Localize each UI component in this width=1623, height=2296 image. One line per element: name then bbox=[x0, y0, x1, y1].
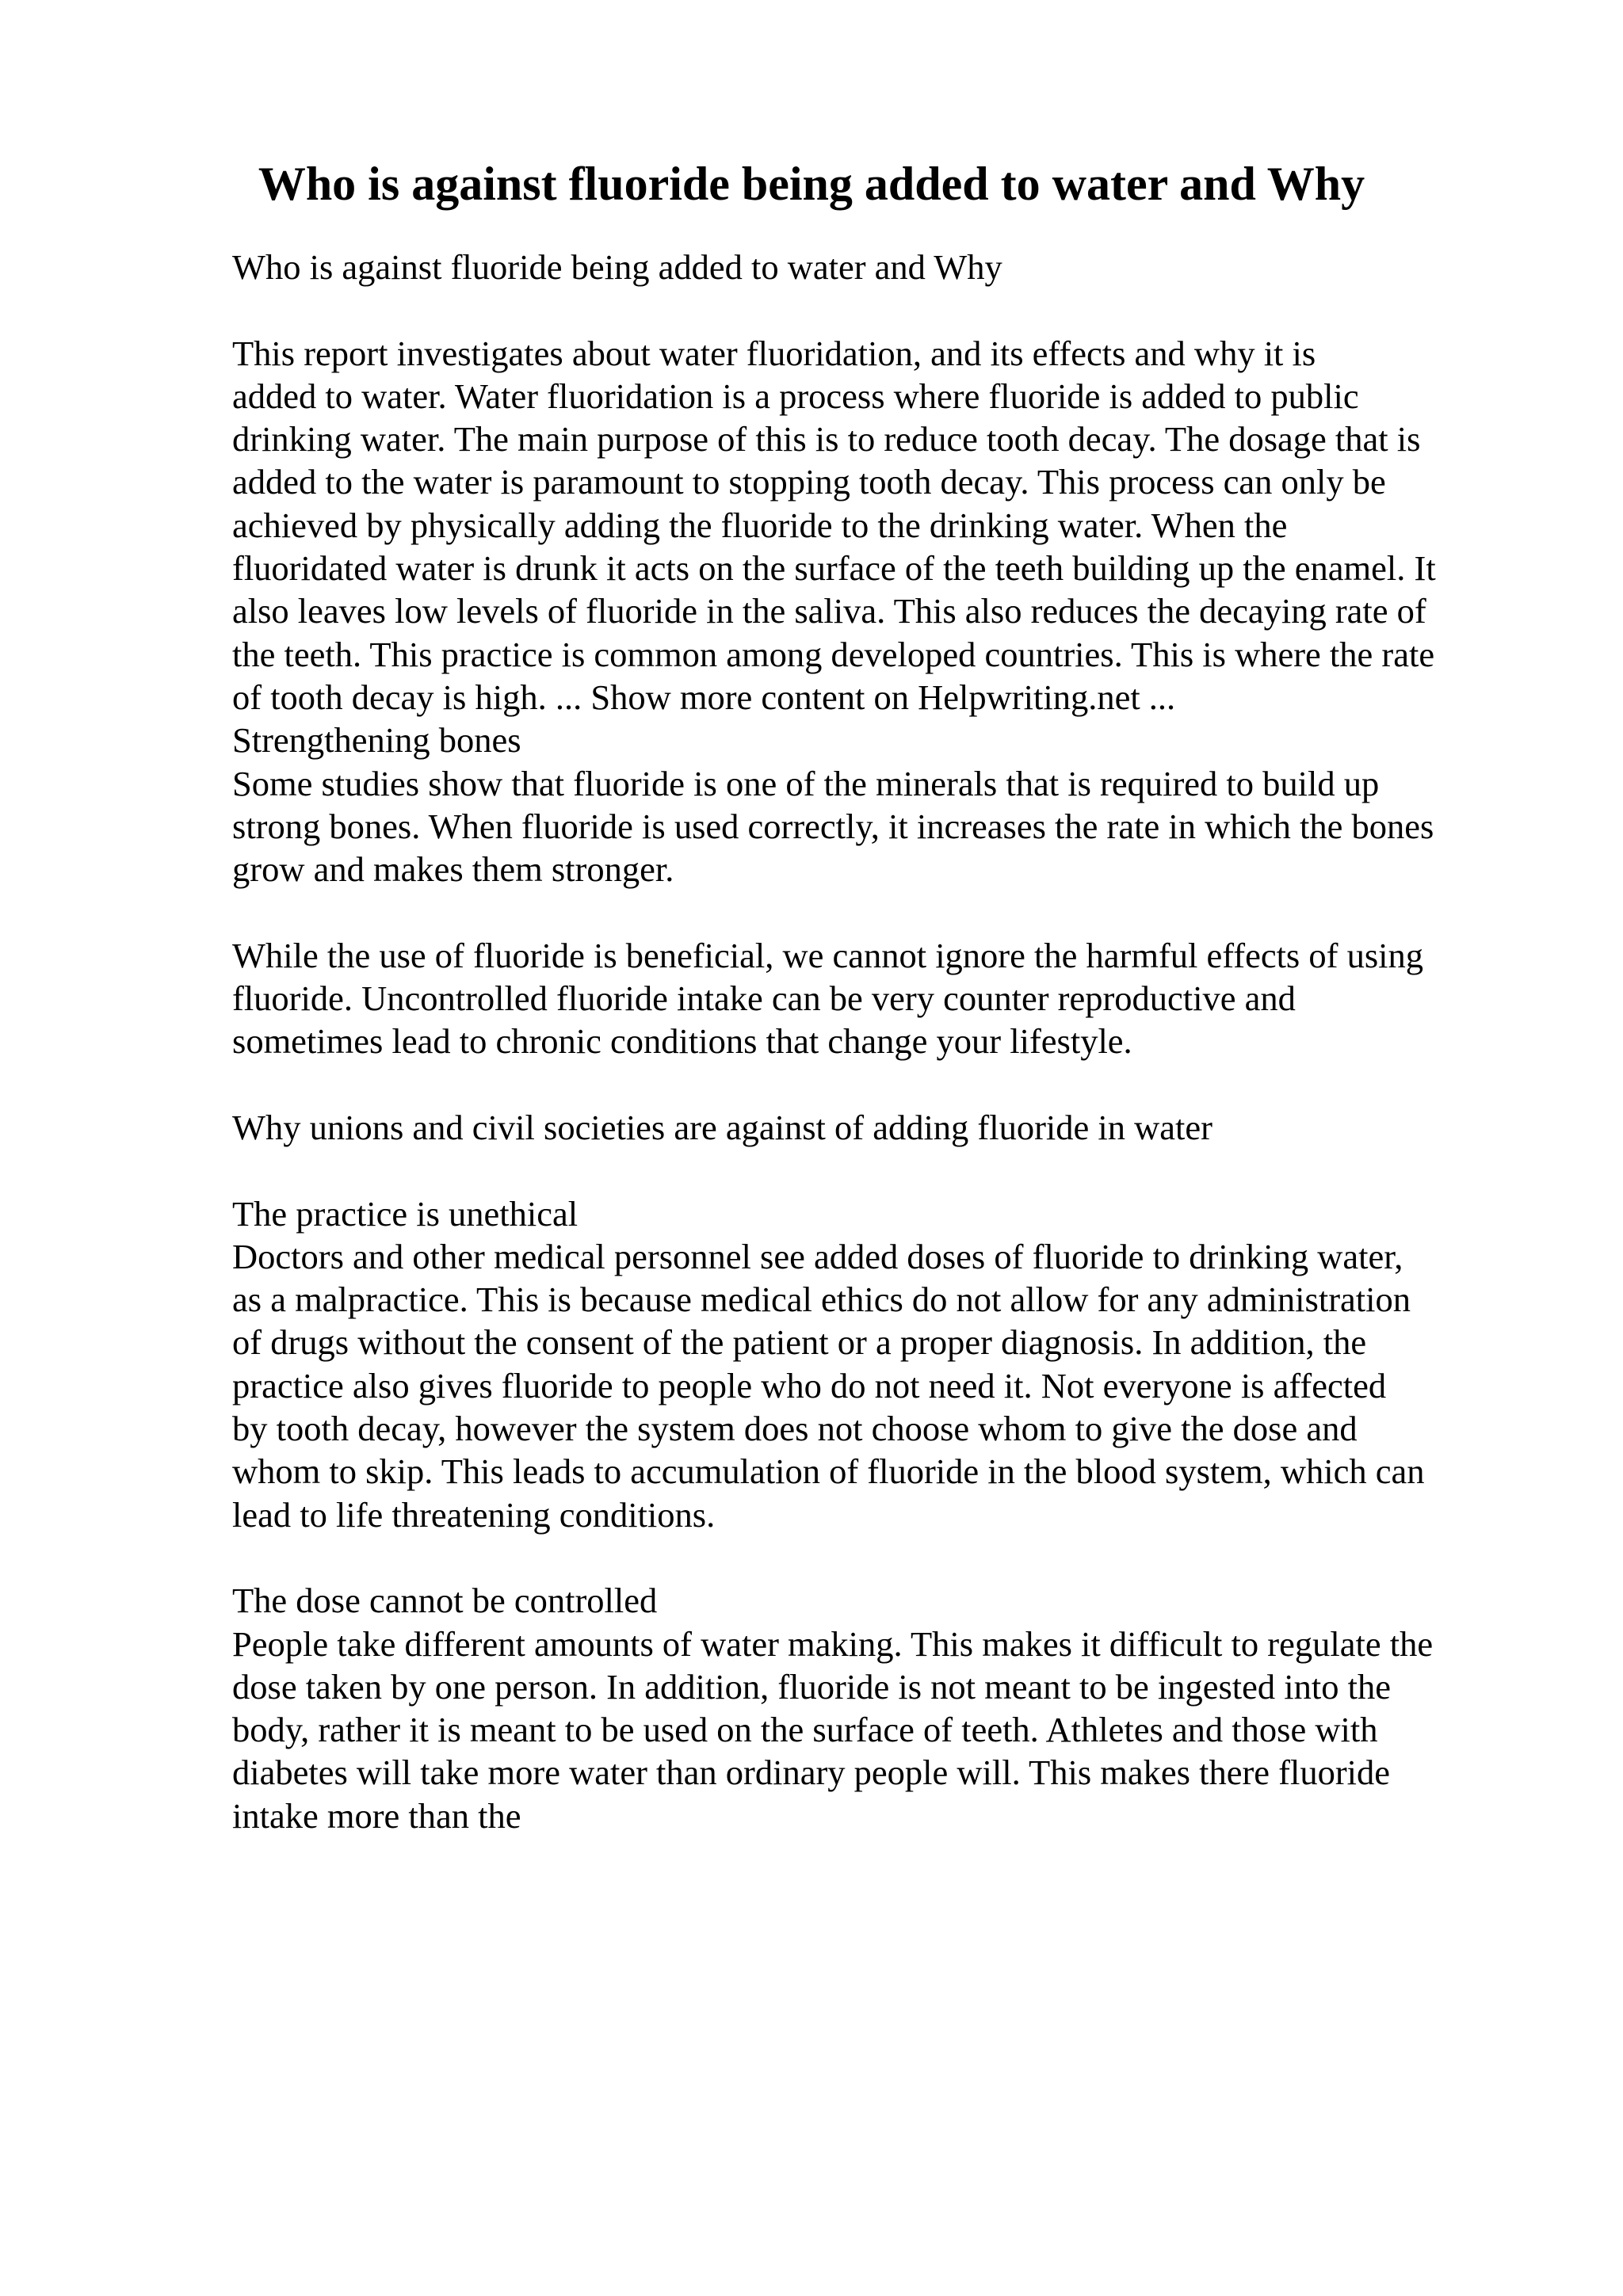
paragraph-gap bbox=[232, 1149, 1532, 1192]
text-line: achieved by physically adding the fluoride to the drinking water. When the bbox=[232, 505, 1288, 545]
text-line: diabetes will take more water than ordinary people will. This makes there fluoride bbox=[232, 1753, 1391, 1793]
text-line: the teeth. This practice is common among developed countries. This is where the rate bbox=[232, 634, 1435, 674]
paragraph-gap bbox=[232, 891, 1532, 933]
text-line: of drugs without the consent of the patient or a proper diagnosis. In addition, the bbox=[232, 1322, 1367, 1363]
text-line: grow and makes them stronger. bbox=[232, 849, 674, 890]
paragraph-gap bbox=[232, 1063, 1532, 1106]
text-line: While the use of fluoride is beneficial, we cannot ignore the harmful effects of using bbox=[232, 935, 1424, 975]
text-line: body, rather it is meant to be used on the surface of teeth. Athletes and those with bbox=[232, 1710, 1378, 1750]
harm-paragraph bbox=[232, 934, 1532, 1063]
text-line: lead to life threatening conditions. bbox=[232, 1494, 716, 1535]
bones-paragraph bbox=[232, 762, 1532, 891]
text-line: practice also gives fluoride to people who do not need it. Not everyone is affected bbox=[232, 1365, 1387, 1405]
text-line: of tooth decay is high. ... Show more content on Helpwriting.net ... bbox=[232, 677, 1176, 717]
text-line: added to water. Water fluoridation is a process where fluoride is added to public bbox=[232, 376, 1359, 416]
paragraph-gap bbox=[232, 1536, 1532, 1579]
text-line: Doctors and other medical personnel see added doses of fluoride to drinking water, bbox=[232, 1236, 1403, 1276]
unethical-paragraph bbox=[232, 1235, 1532, 1536]
text-line: dose taken by one person. In addition, fluoride is not meant to be ingested into the bbox=[232, 1666, 1392, 1707]
section-heading-dose: The dose cannot be controlled bbox=[232, 1581, 658, 1621]
text-line: People take different amounts of water making. This makes it difficult to regulate the bbox=[232, 1623, 1434, 1664]
text-line: sometimes lead to chronic conditions that change your lifestyle. bbox=[232, 1021, 1132, 1062]
section-heading-bones: Strengthening bones bbox=[232, 720, 521, 761]
text-line: fluoridated water is drunk it acts on the surface of the teeth building up the enamel. It bbox=[232, 548, 1436, 589]
intro-paragraph bbox=[232, 332, 1532, 719]
text-line: also leaves low levels of fluoride in the saliva. This also reduces the decaying rate of bbox=[232, 591, 1426, 631]
text-line: drinking water. The main purpose of this is to reduce tooth decay. The dosage that is bbox=[232, 419, 1421, 460]
document-body bbox=[232, 246, 1532, 1837]
text-line: as a malpractice. This is because medical ethics do not allow for any administration bbox=[232, 1280, 1411, 1320]
text-line: whom to skip. This leads to accumulation of fluoride in the blood system, which can bbox=[232, 1451, 1425, 1492]
section-heading-unethical: The practice is unethical bbox=[232, 1193, 579, 1234]
text-line: fluoride. Uncontrolled fluoride intake can be very counter reproductive and bbox=[232, 978, 1296, 1019]
text-line: by tooth decay, however the system does not choose whom to give the dose and bbox=[232, 1409, 1358, 1449]
text-line: Some studies show that fluoride is one of the minerals that is required to build up bbox=[232, 763, 1380, 803]
text-line: intake more than the bbox=[232, 1795, 521, 1836]
text-line: strong bones. When fluoride is used correctly, it increases the rate in which the bones bbox=[232, 806, 1434, 846]
subtitle: Who is against fluoride being added to water and Why bbox=[232, 247, 1002, 287]
section-heading-unions: Why unions and civil societies are against of adding fluoride in water bbox=[232, 1107, 1212, 1147]
page-title: Who is against fluoride being added to water and Why bbox=[258, 158, 1365, 210]
dose-paragraph bbox=[232, 1623, 1532, 1837]
paragraph-gap bbox=[232, 288, 1532, 331]
text-line: added to the water is paramount to stopping tooth decay. This process can only be bbox=[232, 462, 1386, 502]
text-line: This report investigates about water fluoridation, and its effects and why it is bbox=[232, 333, 1316, 373]
